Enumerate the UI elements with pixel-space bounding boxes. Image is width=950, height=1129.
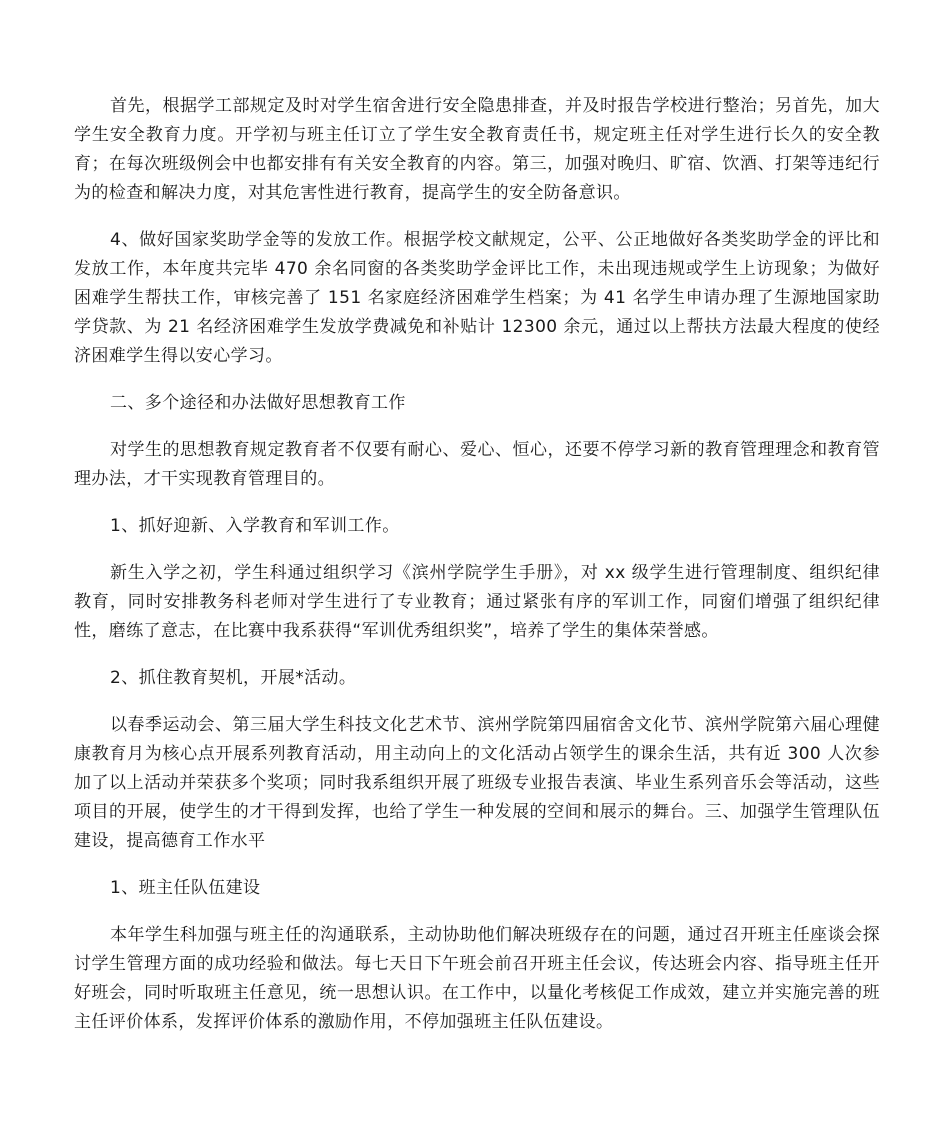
paragraph-activities: 以春季运动会、第三届大学生科技文化艺术节、滨州学院第四届宿舍文化节、滨州学院第六届心理健康教育月为核心点开展系列教育活动，用主动向上的文化活动占领学生的课余生活，共有近 300 人次参加了以上活动并荣获多个奖项；同时我系组织开展了班级专业报告表演、毕业生系列音乐会等活动，这些项目的开展，使学生的才干得到发挥，也给了学生一种发展的空间和展示的舞台。三、加强学生管理队伍建设，提高德育工作水平 [74,715,880,851]
section-heading-ideological-education: 二、多个途径和办法做好思想教育工作 [110,393,406,413]
subheading-orientation-military-training: 1、抓好迎新、入学教育和军训工作。 [110,516,400,536]
paragraph-education-requirements: 对学生的思想教育规定教育者不仅要有耐心、爱心、恒心，还要不停学习新的教育管理理念和教育管理办法，才干实现教育管理目的。 [74,440,880,489]
paragraph-orientation: 新生入学之初，学生科通过组织学习《滨州学院学生手册》，对 xx 级学生进行管理制度、组织纪律教育，同时安排教务科老师对学生进行了专业教育；通过紧张有序的军训工作，同窗们增强了组织纪律性，磨练了意志，在比赛中我系获得“军训优秀组织奖”，培养了学生的集体荣誉感。 [74,563,880,641]
subheading-class-teacher-team: 1、班主任队伍建设 [110,878,261,898]
subheading-education-opportunity: 2、抓住教育契机，开展*活动。 [110,668,357,688]
paragraph-scholarship-distribution: 4、做好国家奖助学金等的发放工作。根据学校文献规定，公平、公正地做好各类奖助学金的评比和发放工作，本年度共完毕 470 余名同窗的各类奖助学金评比工作，未出现违规或学生上访现象；为做好困难学生帮扶工作，审核完善了 151 名家庭经济困难学生档案；为 41 名学生申请办理了生源地国家助学贷款、为 21 名经济困难学生发放学费减免和补贴计 12300 余元，通过以上帮扶方法最大程度的使经济困难学生得以安心学习。 [74,230,880,366]
paragraph-class-teacher-building: 本年学生科加强与班主任的沟通联系，主动协助他们解决班级存在的问题，通过召开班主任座谈会探讨学生管理方面的成功经验和做法。每七天日下午班会前召开班主任会议，传达班会内容、指导班主任开好班会，同时听取班主任意见，统一思想认识。在工作中，以量化考核促工作成效，建立并实施完善的班主任评价体系，发挥评价体系的激励作用，不停加强班主任队伍建设。 [74,925,880,1032]
document-page [74,92,880,1055]
paragraph-safety-inspection: 首先，根据学工部规定及时对学生宿舍进行安全隐患排查，并及时报告学校进行整治；另首先，加大学生安全教育力度。开学初与班主任订立了学生安全教育责任书，规定班主任对学生进行长久的安全教育；在每次班级例会中也都安排有有关安全教育的内容。第三，加强对晚归、旷宿、饮酒、打架等违纪行为的检查和解决力度，对其危害性进行教育，提高学生的安全防备意识。 [74,96,880,203]
